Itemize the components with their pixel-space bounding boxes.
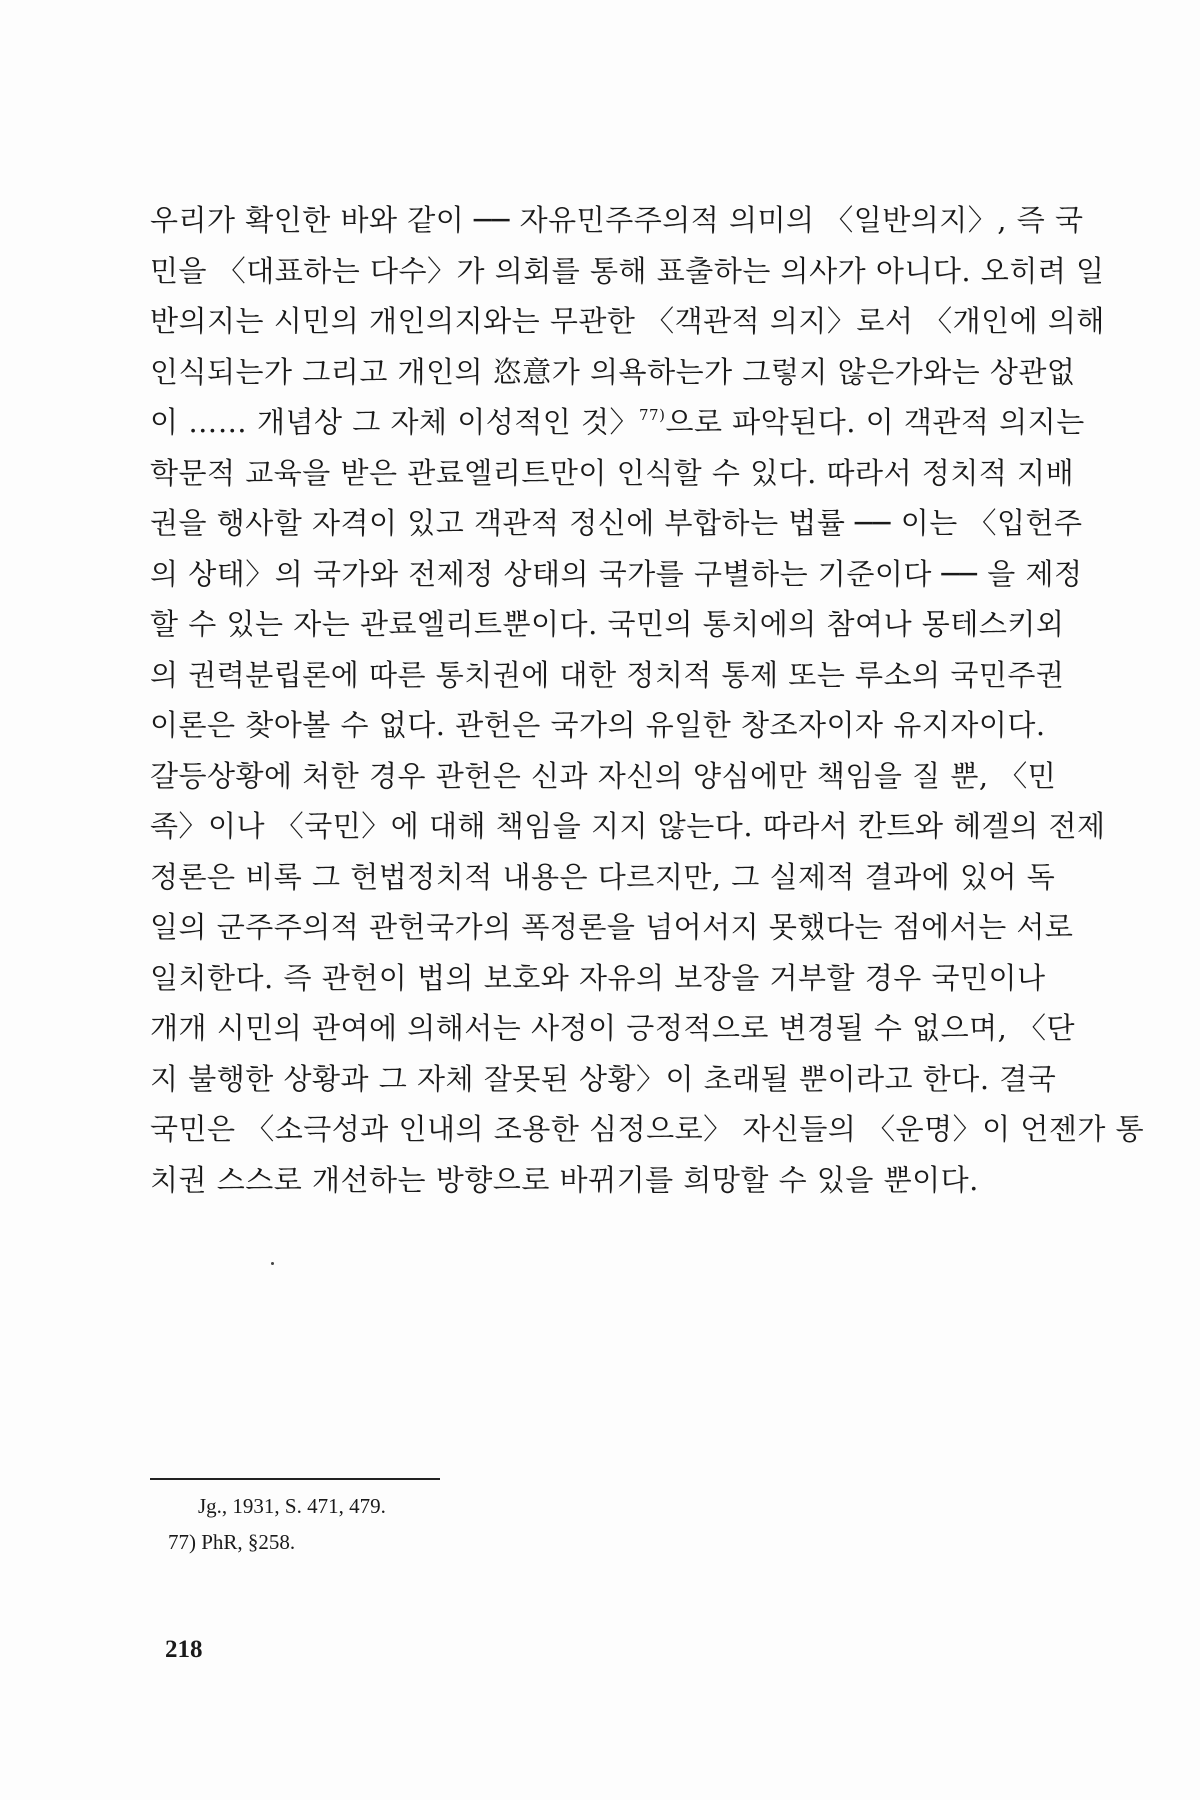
text-line: 학문적 교육을 받은 관료엘리트만이 인식할 수 있다. 따라서 정치적 지배 (150, 455, 1075, 490)
text-line: 반의지는 시민의 개인의지와는 무관한 〈객관적 의지〉로서 〈개인에 의해 (150, 304, 1105, 338)
page-number: 218 (165, 1636, 203, 1663)
footnote-reference: 77) (638, 406, 666, 424)
text-line: 권을 행사할 자격이 있고 객관적 정신에 부합하는 법률 ── 이는 〈입헌주 (150, 506, 1083, 540)
text-line: 개개 시민의 관여에 의해서는 사정이 긍정적으로 변경될 수 없으며, 〈단 (150, 1011, 1076, 1045)
text-line: 일치한다. 즉 관헌이 법의 보호와 자유의 보장을 거부할 경우 국민이나 (150, 960, 1046, 995)
text-line: 치권 스스로 개선하는 방향으로 바뀌기를 희망할 수 있을 뿐이다. (150, 1162, 979, 1197)
text-line: 의 권력분립론에 따른 통치권에 대한 정치적 통제 또는 루소의 국민주권 (150, 657, 1065, 692)
body-text (150, 195, 1145, 1205)
footnote-divider (150, 1478, 440, 1480)
text-line: 이론은 찾아볼 수 없다. 관헌은 국가의 유일한 창조자이자 유지자이다. (150, 708, 1046, 742)
footnote: Jg., 1931, S. 471, 479. (198, 1494, 386, 1518)
text-line-with-footnote-ref (150, 397, 1085, 448)
text-line: 지 불행한 상황과 그 자체 잘못된 상황〉이 초래될 뿐이라고 한다. 결국 (150, 1061, 1057, 1096)
text-line: 갈등상황에 처한 경우 관헌은 신과 자신의 양심에만 책임을 질 뿐, 〈민 (150, 758, 1057, 793)
stray-dot (271, 1262, 274, 1265)
text-line: 족〉이나 〈국민〉에 대해 책임을 지지 않는다. 따라서 칸트와 헤겔의 전제 (150, 809, 1106, 843)
text-segment: 이 …… 개념상 그 자체 이성적인 것〉 (150, 405, 639, 439)
text-line: 민을 〈대표하는 다수〉가 의회를 통해 표출하는 의사가 아니다. 오히려 일 (150, 253, 1105, 288)
text-line: 일의 군주주의적 관헌국가의 폭정론을 넘어서지 못했다는 점에서는 서로 (150, 910, 1074, 944)
footnote: 77) PhR, §258. (168, 1530, 296, 1554)
text-segment: 으로 파악된다. 이 객관적 의지는 (665, 405, 1085, 439)
text-line: 우리가 확인한 바와 같이 ── 자유민주주의적 의미의 〈일반의지〉, 즉 국 (150, 203, 1084, 237)
text-line: 인식되는가 그리고 개인의 恣意가 의욕하는가 그렇지 않은가와는 상관없 (150, 354, 1076, 389)
text-line: 정론은 비록 그 헌법정치적 내용은 다르지만, 그 실제적 결과에 있어 독 (150, 859, 1056, 894)
text-line: 의 상태〉의 국가와 전제정 상태의 국가를 구별하는 기준이다 ── 을 제정 (150, 556, 1083, 591)
text-line: 국민은 〈소극성과 인내의 조용한 심정으로〉 자신들의 〈운명〉이 언젠가 통 (150, 1112, 1145, 1146)
text-line: 할 수 있는 자는 관료엘리트뿐이다. 국민의 통치에의 참여나 몽테스키외 (150, 607, 1065, 641)
